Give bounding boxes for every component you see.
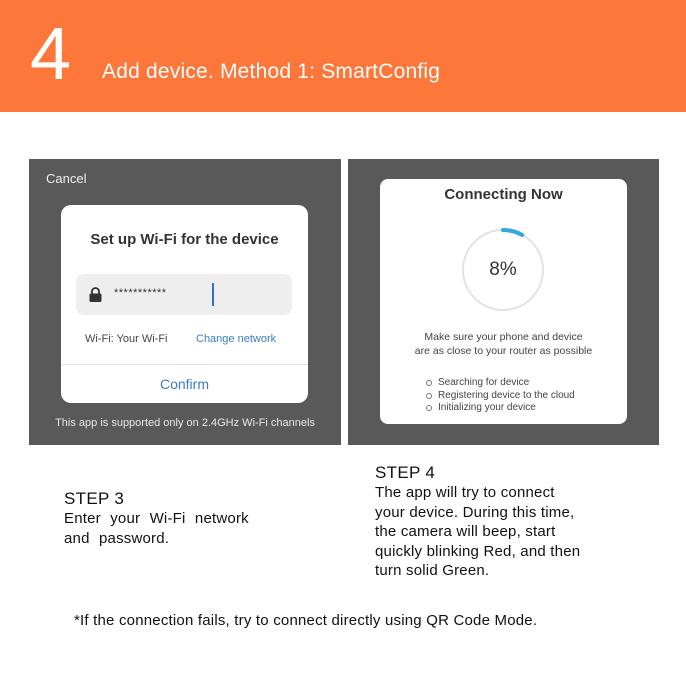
connecting-screenshot (348, 159, 659, 445)
step-text-line: your device. During this time, (375, 503, 575, 521)
step-text-line: Enter your Wi-Fi network (64, 510, 249, 527)
cancel-button[interactable]: Cancel (46, 171, 87, 186)
dialog-title: Set up Wi-Fi for the device (90, 231, 279, 248)
status-item (426, 377, 575, 390)
step-number: 4 (30, 12, 72, 95)
connecting-dialog (380, 179, 627, 424)
progress-percent: 8% (489, 259, 517, 280)
footnote: *If the connection fails, try to connect directly using QR Code Mode. (74, 612, 538, 629)
step-title: STEP 4 (375, 463, 436, 482)
step-4-instructions (375, 463, 655, 581)
circle-bullet-icon (426, 380, 432, 386)
banner-title: Add device. Method 1: SmartConfig (102, 60, 441, 83)
step-text-line: quickly blinking Red, and then (375, 542, 581, 560)
hint-line: Make sure your phone and device (424, 331, 583, 343)
support-note: This app is supported only on 2.4GHz Wi-Fi channels (55, 417, 315, 429)
step-text-line: turn solid Green. (375, 562, 490, 579)
wifi-setup-screenshot (29, 159, 341, 445)
circle-bullet-icon (426, 393, 432, 399)
connecting-title: Connecting Now (444, 186, 563, 203)
step-banner (0, 0, 686, 112)
lock-icon (89, 287, 102, 302)
wifi-network-label: Wi-Fi: Your Wi-Fi (85, 333, 168, 345)
step-text-line: and password. (64, 529, 170, 547)
circle-bullet-icon (426, 405, 432, 411)
password-value: *********** (114, 287, 167, 299)
wifi-setup-dialog (61, 205, 308, 403)
status-label: Searching for device (438, 377, 530, 388)
status-list (426, 377, 575, 415)
status-item (426, 390, 575, 403)
step-text-line: the camera will beep, start (375, 523, 556, 540)
password-input[interactable] (76, 274, 292, 315)
status-item (426, 402, 575, 415)
proximity-hint (380, 330, 627, 358)
text-cursor (212, 283, 214, 306)
confirm-button[interactable]: Confirm (159, 376, 209, 392)
change-network-link[interactable]: Change network (196, 333, 277, 345)
step-3-instructions (64, 489, 314, 548)
status-label: Registering device to the cloud (438, 389, 575, 401)
step-title: STEP 3 (64, 489, 125, 508)
hint-line: are as close to your router as possible (414, 345, 593, 357)
status-label: Initializing your device (438, 402, 536, 413)
step-text-line: The app will try to connect (375, 484, 555, 501)
